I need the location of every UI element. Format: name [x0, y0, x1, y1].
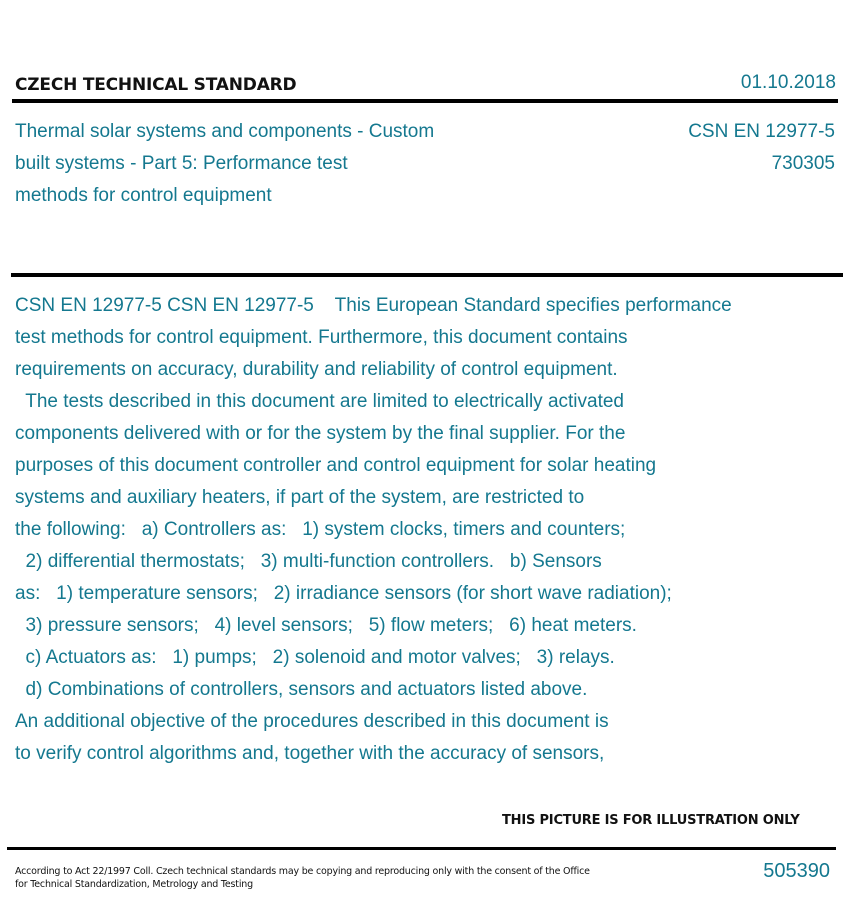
abstract-line: c) Actuators as: 1) pumps; 2) solenoid and motor valves; 3) relays.	[15, 647, 615, 668]
copyright-note	[15, 865, 615, 891]
document-title	[15, 116, 515, 212]
abstract-line: 3) pressure sensors; 4) level sensors; 5) flow meters; 6) heat meters.	[15, 615, 637, 636]
footer-divider	[7, 847, 836, 850]
abstract-text	[15, 290, 845, 770]
abstract-line: purposes of this document controller and control equipment for solar heating	[15, 455, 657, 476]
abstract-line: requirements on accuracy, durability and reliability of control equipment.	[15, 359, 618, 380]
abstract-line: systems and auxiliary heaters, if part of the system, are restricted to	[15, 487, 585, 508]
header-divider	[12, 99, 838, 103]
copyright-line: for Technical Standardization, Metrology and Testing	[15, 879, 253, 890]
abstract-line: components delivered with or for the system by the final supplier. For the	[15, 423, 626, 444]
abstract-line: CSN EN 12977-5 CSN EN 12977-5 This European Standard specifies performance	[15, 295, 732, 316]
copyright-line: According to Act 22/1997 Coll. Czech technical standards may be copying and reproducing only with the consent of the Office	[15, 866, 590, 877]
title-line: methods for control equipment	[15, 185, 272, 206]
publication-date: 01.10.2018	[740, 72, 836, 93]
abstract-line: d) Combinations of controllers, sensors and actuators listed above.	[15, 679, 588, 700]
illustration-notice: THIS PICTURE IS FOR ILLUSTRATION ONLY	[502, 813, 800, 828]
document-codes	[688, 116, 835, 180]
abstract-line: the following: a) Controllers as: 1) system clocks, timers and counters;	[15, 519, 626, 540]
abstract-line: to verify control algorithms and, together with the accuracy of sensors,	[15, 743, 605, 764]
abstract-line: as: 1) temperature sensors; 2) irradiance sensors (for short wave radiation);	[15, 583, 672, 604]
title-divider	[11, 273, 843, 277]
abstract-line: test methods for control equipment. Furthermore, this document contains	[15, 327, 628, 348]
class-number: 730305	[771, 153, 835, 174]
abstract-line: An additional objective of the procedures described in this document is	[15, 711, 609, 732]
title-line: built systems - Part 5: Performance test	[15, 153, 348, 174]
abstract-line: The tests described in this document are limited to electrically activated	[15, 391, 624, 412]
standard-label: CZECH TECHNICAL STANDARD	[15, 75, 297, 95]
abstract-line: 2) differential thermostats; 3) multi-function controllers. b) Sensors	[15, 551, 602, 572]
title-line: Thermal solar systems and components - Custom	[15, 121, 435, 142]
standard-code: CSN EN 12977-5	[688, 121, 835, 142]
catalog-number: 505390	[763, 860, 830, 882]
